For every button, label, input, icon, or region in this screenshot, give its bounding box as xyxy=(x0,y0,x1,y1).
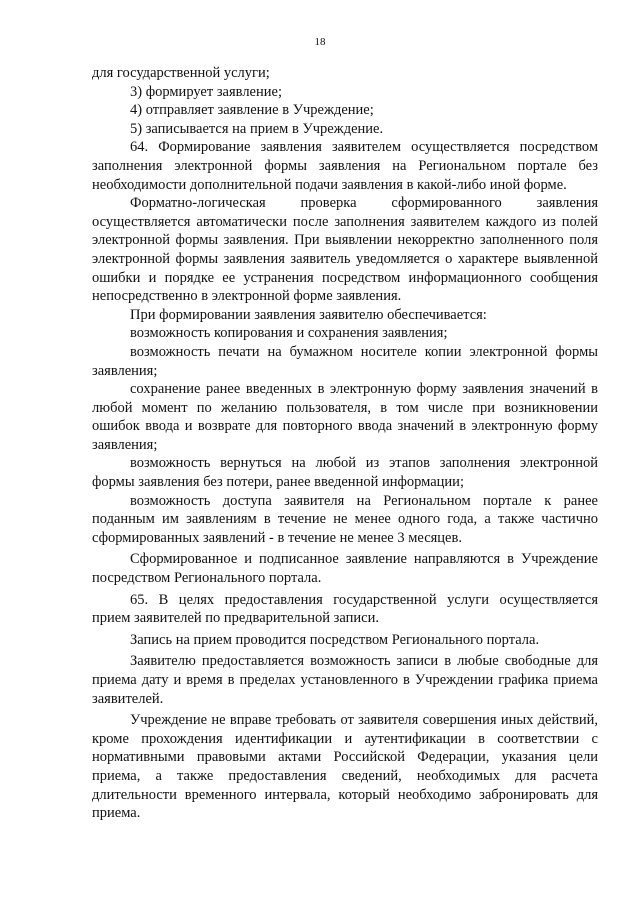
document-body xyxy=(92,64,598,823)
paragraph: Форматно-логическая проверка сформированного заявления осуществляется автоматически после заполнения заявителем каждого из полей электронной формы заявления. При выявлении некорректно заполненного поля электронной формы заявления заявитель уведомляется о характере выявленной ошибки и порядке ее устранения посредством информационного сообщения непосредственно в электронной форме заявления. xyxy=(92,195,598,305)
list-item: 3) формирует заявление; xyxy=(130,83,282,100)
paragraph: для государственной услуги; xyxy=(92,65,270,81)
list-item: сохранение ранее введенных в электронную форму заявления значений в любой момент по желанию пользователя, в том числе при возникновении ошибок ввода и возврате для повторного ввода значений в электронную форму заявления; xyxy=(92,381,598,453)
page-number: 18 xyxy=(314,36,326,48)
list-item: возможность печати на бумажном носителе копии электронной формы заявления; xyxy=(92,343,598,379)
paragraph: Сформированное и подписанное заявление направляются в Учреждение посредством Регионального портала. xyxy=(92,551,598,587)
list-item: возможность вернуться на любой из этапов заполнения электронной формы заявления без потери, ранее введенной информации; xyxy=(92,455,598,491)
list-item: возможность доступа заявителя на Региональном портале к ранее поданным им заявлениям в течение не менее одного года, а также частично сформированных заявлений - в течение не менее 3 месяцев. xyxy=(92,492,598,546)
paragraph: 64. Формирование заявления заявителем осуществляется посредством заполнения электронной формы заявления на Региональном портале без необходимости дополнительной подачи заявления в какой-либо иной форме. xyxy=(92,139,598,193)
list-item: возможность копирования и сохранения заявления; xyxy=(130,325,448,342)
paragraph: Запись на прием проводится посредством Регионального портала. xyxy=(130,631,540,648)
paragraph: Заявителю предоставляется возможность записи в любые свободные для приема дату и время в пределах установленного в Учреждении графика приема заявителей. xyxy=(92,653,598,707)
list-item: 5) записывается на прием в Учреждение. xyxy=(130,120,384,137)
paragraph: При формировании заявления заявителю обеспечивается: xyxy=(130,306,487,323)
paragraph: 65. В целях предоставления государственной услуги осуществляется прием заявителей по предварительной записи. xyxy=(92,591,598,627)
paragraph: Учреждение не вправе требовать от заявителя совершения иных действий, кроме прохождения идентификации и аутентификации в соответствии с нормативными правовыми актами Российской Федерации, указания цели приема, а также предоставления сведений, необходимых для расчета длительности временного интервала, который необходимо забронировать для приема. xyxy=(92,712,598,822)
list-item: 4) отправляет заявление в Учреждение; xyxy=(130,102,374,119)
